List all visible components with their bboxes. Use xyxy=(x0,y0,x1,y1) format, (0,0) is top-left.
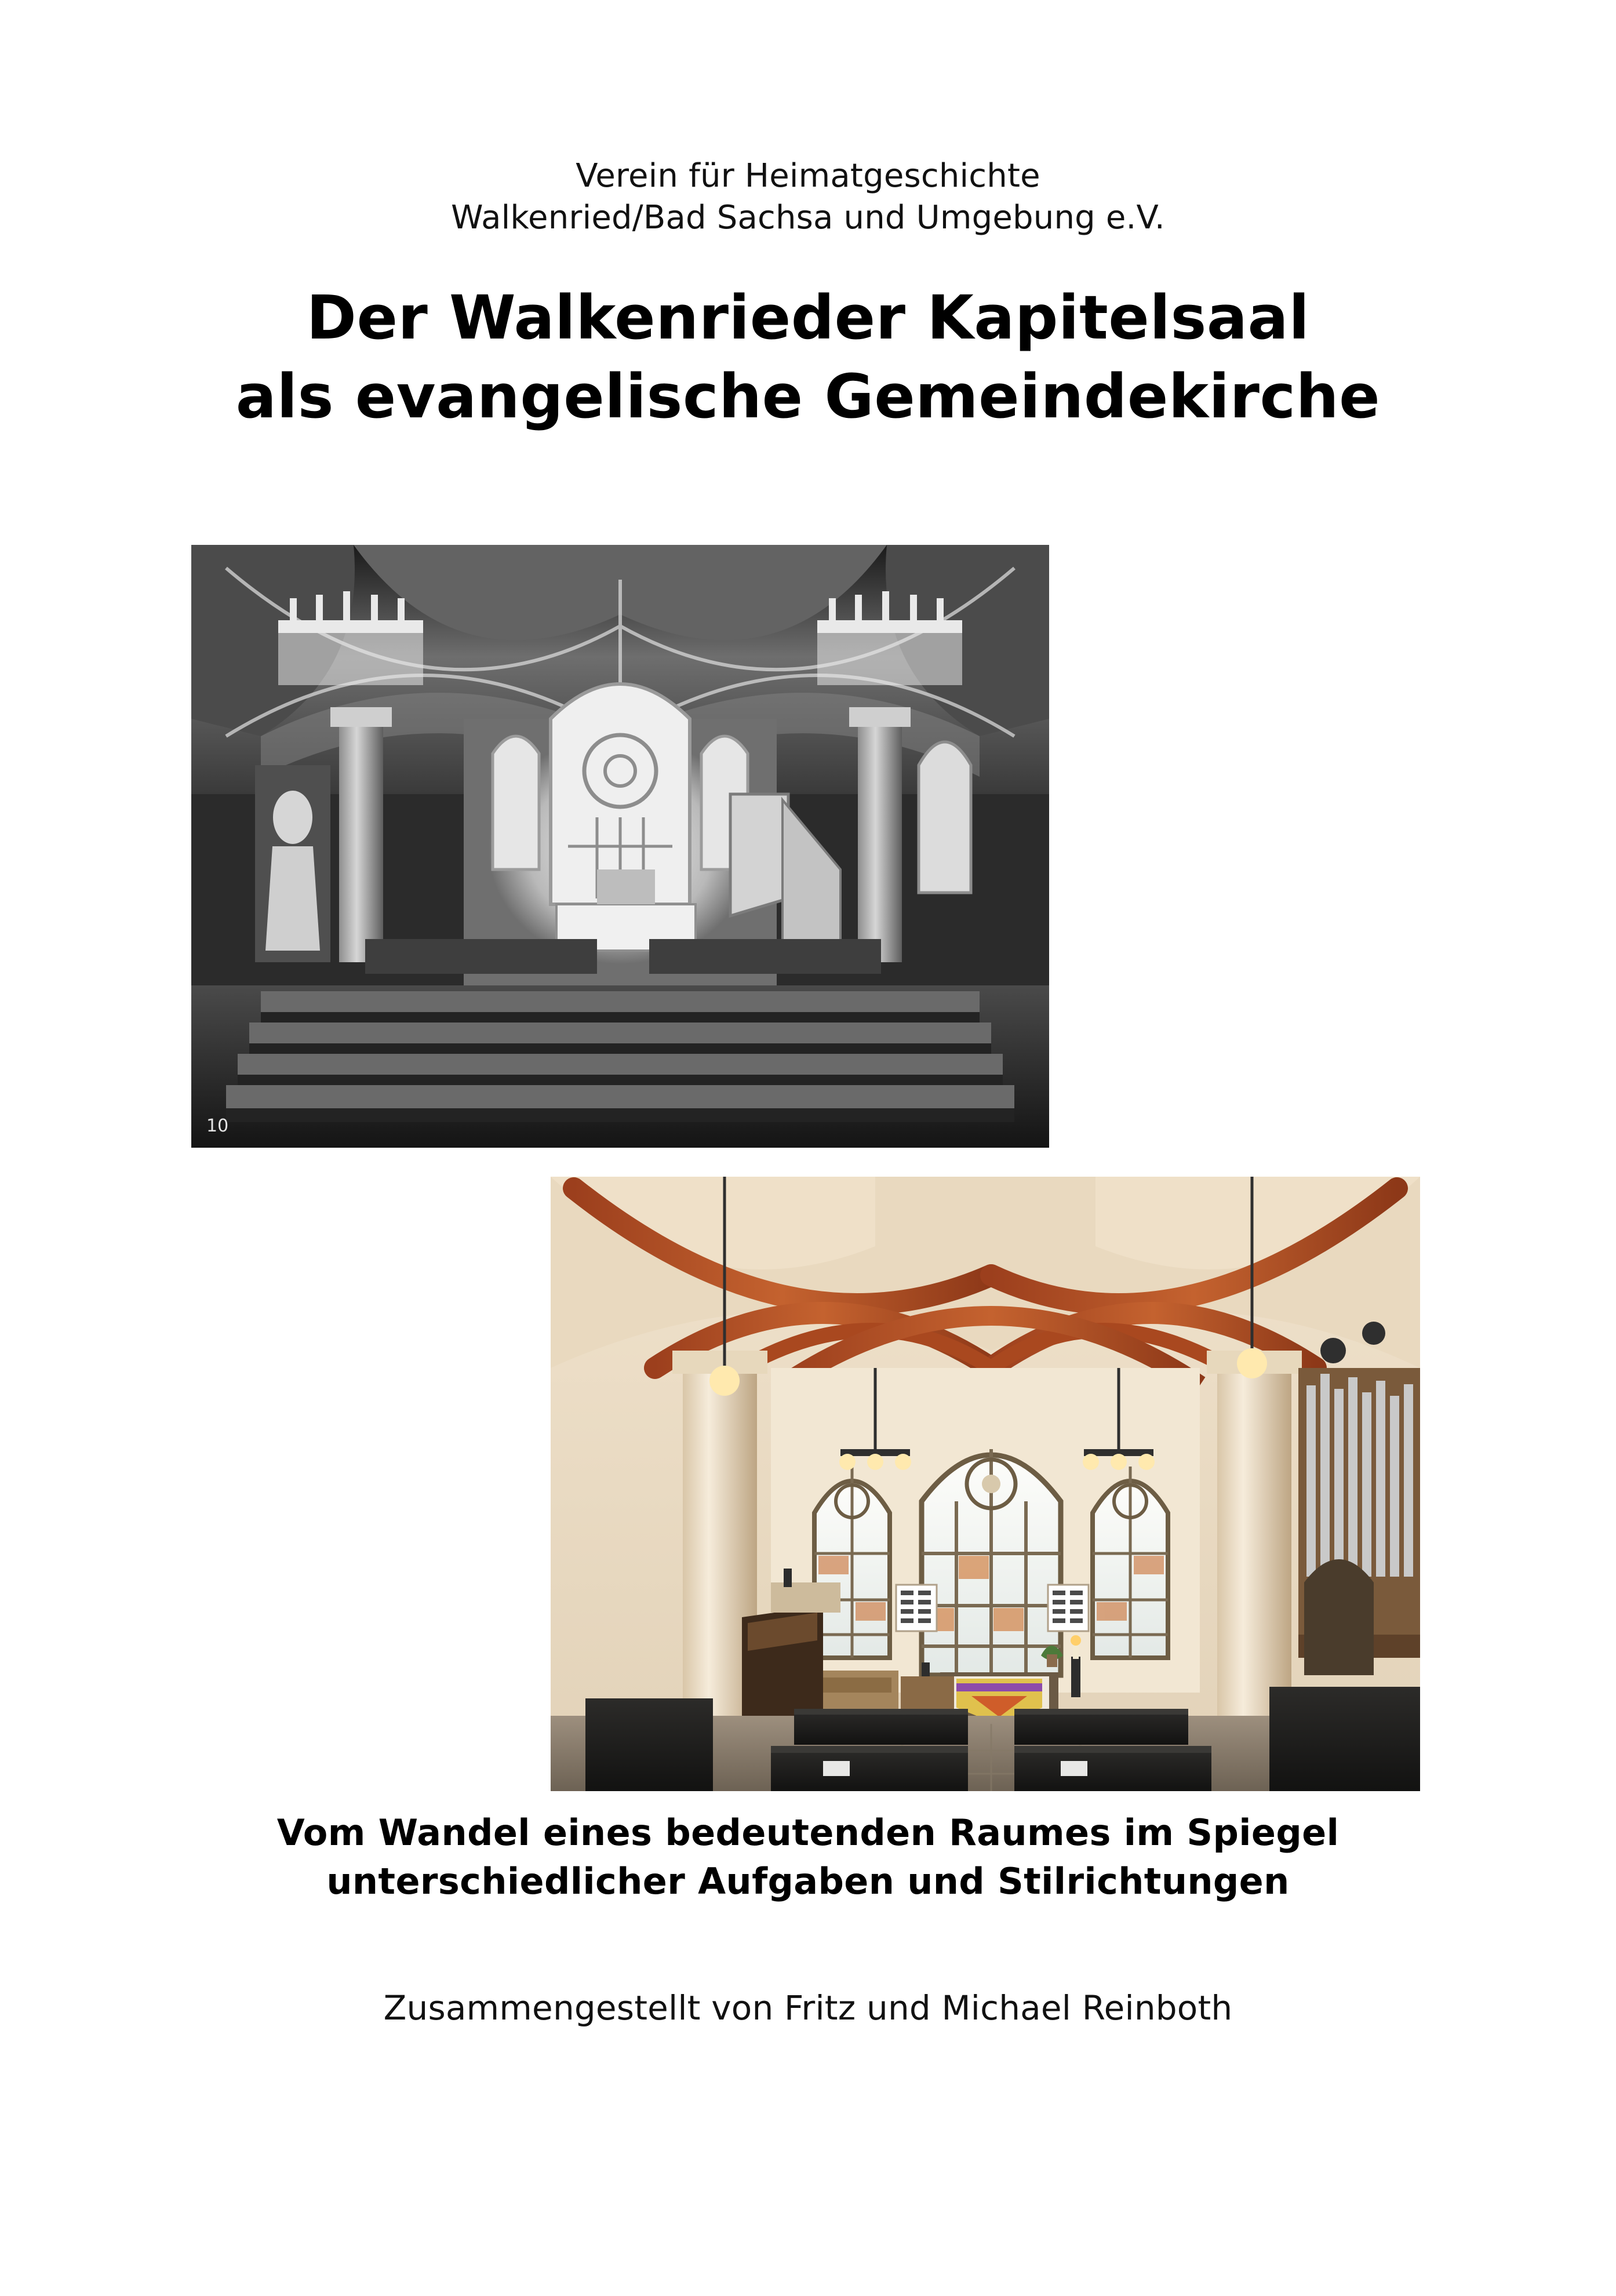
image-corner-number: 10 xyxy=(206,1116,229,1136)
page-title xyxy=(0,279,1616,435)
title-line-2: als evangelische Gemeindekirche xyxy=(235,361,1381,432)
association-line-1: Verein für Heimatgeschichte xyxy=(576,157,1040,195)
subtitle xyxy=(0,1809,1616,1906)
association-line-2: Walkenried/Bad Sachsa und Umgebung e.V. xyxy=(451,198,1165,236)
subtitle-line-2: unterschiedlicher Aufgaben und Stilrichtungen xyxy=(326,1860,1290,1903)
subtitle-line-1: Vom Wandel eines bedeutenden Raumes im Spiegel xyxy=(276,1811,1340,1854)
authors-line: Zusammengestellt von Fritz und Michael Reinboth xyxy=(383,1988,1233,2028)
title-line-1: Der Walkenrieder Kapitelsaal xyxy=(306,282,1310,354)
historic-interior-photo xyxy=(191,545,1049,1148)
modern-interior-photo xyxy=(551,1177,1420,1791)
association-header xyxy=(0,0,1616,238)
historic-interior-illustration xyxy=(191,545,1049,1148)
modern-interior-illustration xyxy=(551,1177,1420,1791)
